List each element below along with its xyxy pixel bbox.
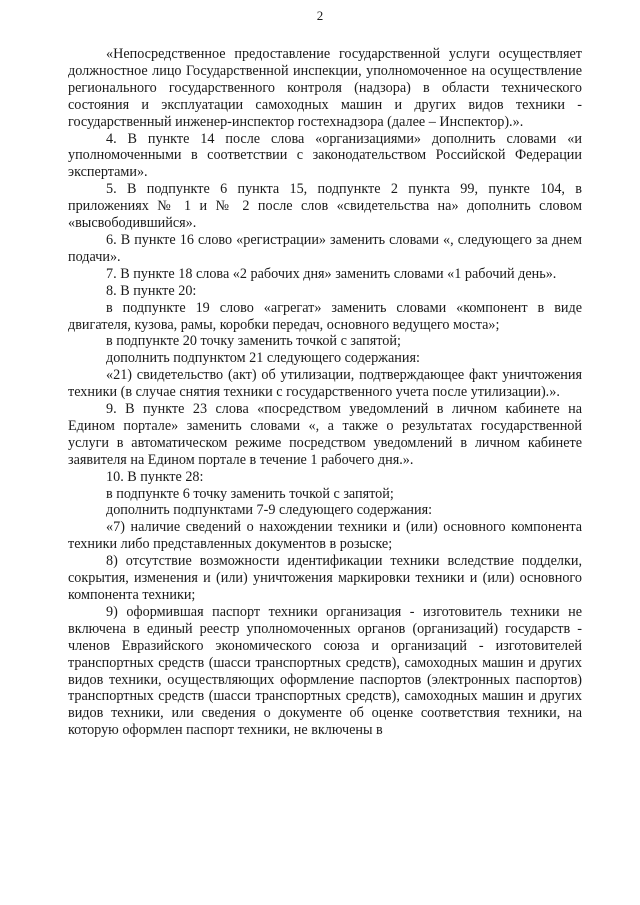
paragraph: 8. В пункте 20:: [106, 282, 197, 299]
paragraph: в подпункте 19 слово «агрегат» заменить словами «компонент в виде двигателя, кузова, рамы, коробки передач, основного ведущего моста»;: [68, 299, 582, 333]
paragraph: 4. В пункте 14 после слова «организациями» дополнить словами «и уполномоченными в соответствии с законодательством Российской Федерации экспертами».: [68, 130, 582, 181]
paragraph: 10. В пункте 28:: [106, 468, 204, 485]
paragraph: 5. В подпункте 6 пункта 15, подпункте 2 пункта 99, пункте 104, в приложениях № 1 и № 2 после слов «свидетельства на» дополнить словом «высвободившийся».: [68, 181, 582, 232]
paragraph: в подпункте 6 точку заменить точкой с запятой;: [106, 485, 394, 502]
page-number: 2: [316, 8, 324, 23]
paragraph: дополнить подпунктом 21 следующего содержания:: [106, 350, 420, 367]
paragraph: «7) наличие сведений о нахождении техники и (или) основного компонента техники либо представленных документов в розыске;: [68, 519, 582, 553]
paragraph: в подпункте 20 точку заменить точкой с запятой;: [106, 333, 401, 350]
paragraph: дополнить подпунктами 7-9 следующего содержания:: [106, 502, 433, 519]
paragraph: «Непосредственное предоставление государственной услуги осуществляет должностное лицо Государственной инспекции, уполномоченное на осуществление регионального государственного контроля (надзора) в области технического состояния и эксплуатации самоходных машин и других видов техники - государственный инженер-инспектор гостехнадзора (далее – Инспектор).».: [68, 46, 582, 130]
paragraph: 9. В пункте 23 слова «посредством уведомлений в личном кабинете на Едином портале» заменить словами «, а также о результатах государственной услуги в автоматическом режиме посредством уведомлений в личном кабинете заявителя на Едином портале в течение 1 рабочего дня.».: [68, 401, 582, 468]
paragraph: 7. В пункте 18 слова «2 рабочих дня» заменить словами «1 рабочий день».: [106, 265, 557, 282]
document-body: [68, 46, 582, 739]
paragraph: «21) свидетельство (акт) об утилизации, подтверждающее факт уничтожения техники (в случае снятия техники с государственного учета после утилизации).».: [68, 367, 582, 401]
paragraph: 6. В пункте 16 слово «регистрации» заменить словами «, следующего за днем подачи».: [68, 231, 582, 265]
paragraph: 9) оформившая паспорт техники организация - изготовитель техники не включена в единый реестр уполномоченных органов (организаций) государств - членов Евразийского экономического союза и организаций - изготовителей транспортных средств (шасси транспортных средств), самоходных машин и других видов техники, осуществляющих оформление паспортов (электронных паспортов) транспортных средств (шасси транспортных средств), самоходных машин и других видов техники, или сведения о документе об оценке соответствия техники, на которую оформлен паспорт техники, не включены в: [68, 603, 582, 739]
paragraph: 8) отсутствие возможности идентификации техники вследствие подделки, сокрытия, изменения и (или) уничтожения маркировки техники и (или) основного компонента техники;: [68, 553, 582, 603]
